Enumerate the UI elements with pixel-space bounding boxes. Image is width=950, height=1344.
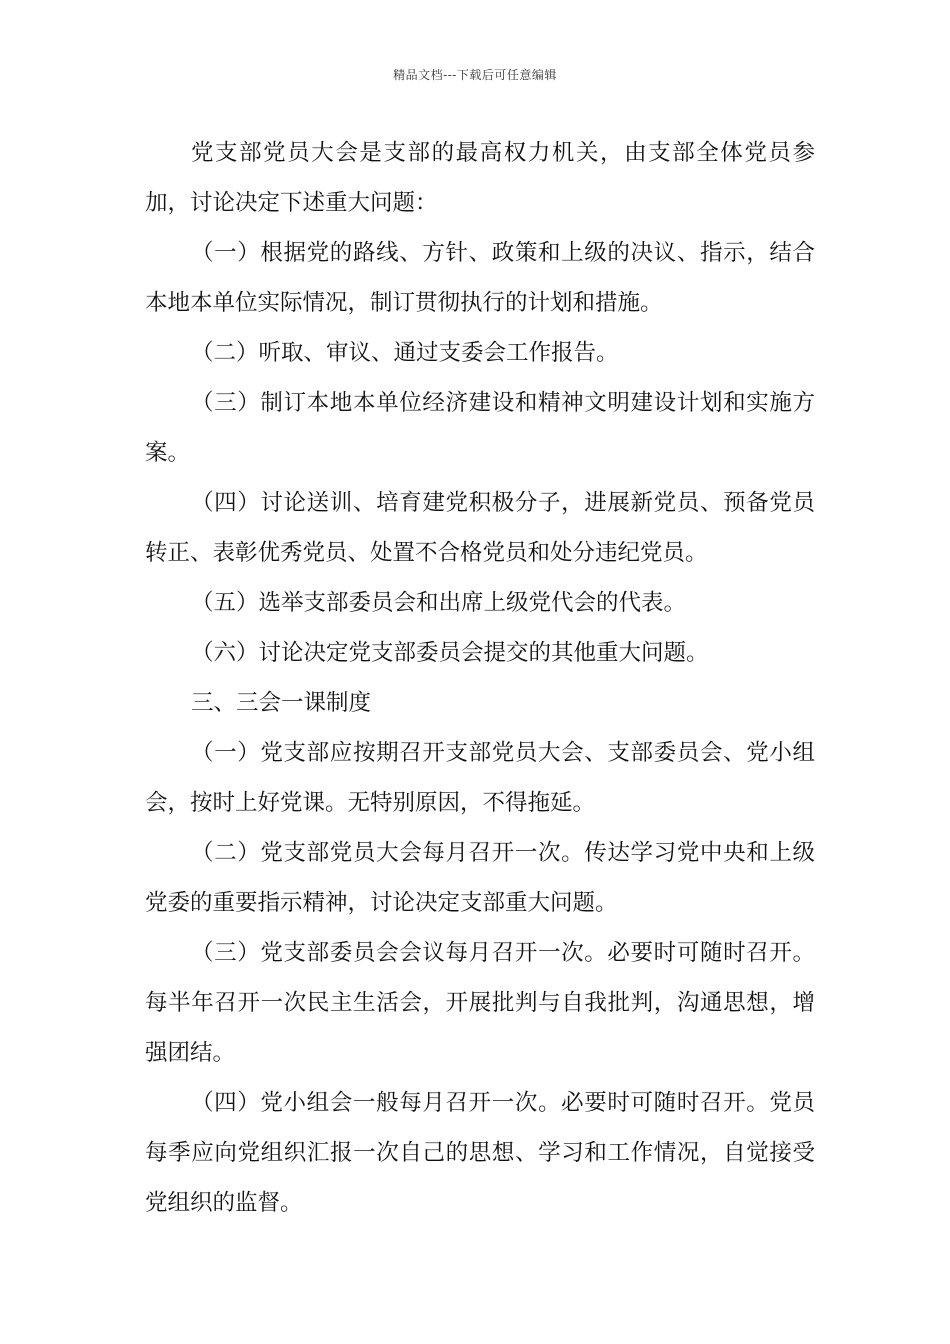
list-item-4: （四）讨论送训、培育建党积极分子，进展新党员、预备党员转正、表彰优秀党员、处置不合格党员和处分违纪党员。 <box>145 490 815 566</box>
section-heading: 三、三会一课制度 <box>191 690 372 716</box>
intro-paragraph: 党支部党员大会是支部的最高权力机关，由支部全体党员参加，讨论决定下述重大问题： <box>145 140 815 216</box>
document-body <box>145 128 815 1228</box>
rule-item-2: （二）党支部党员大会每月召开一次。传达学习党中央和上级党委的重要指示精神，讨论决定支部重大问题。 <box>145 840 815 916</box>
list-item-5: （五）选举支部委员会和出席上级党代会的代表。 <box>191 590 687 616</box>
page-header: 精品文档---下载后可任意编辑 <box>393 68 557 82</box>
rule-item-4: （四）党小组会一般每月召开一次。必要时可随时召开。党员每季应向党组织汇报一次自己的思想、学习和工作情况，自觉接受党组织的监督。 <box>145 1090 815 1216</box>
rule-item-1: （一）党支部应按期召开支部党员大会、支部委员会、党小组会，按时上好党课。无特别原因，不得拖延。 <box>145 740 815 816</box>
list-item-2: （二）听取、审议、通过支委会工作报告。 <box>191 340 619 366</box>
list-item-3: （三）制订本地本单位经济建设和精神文明建设计划和实施方案。 <box>145 390 815 466</box>
list-item-1: （一）根据党的路线、方针、政策和上级的决议、指示，结合本地本单位实际情况，制订贯彻执行的计划和措施。 <box>145 240 815 316</box>
rule-item-3: （三）党支部委员会会议每月召开一次。必要时可随时召开。每半年召开一次民主生活会，开展批判与自我批判，沟通思想，增强团结。 <box>145 940 815 1066</box>
list-item-6: （六）讨论决定党支部委员会提交的其他重大问题。 <box>191 640 709 666</box>
